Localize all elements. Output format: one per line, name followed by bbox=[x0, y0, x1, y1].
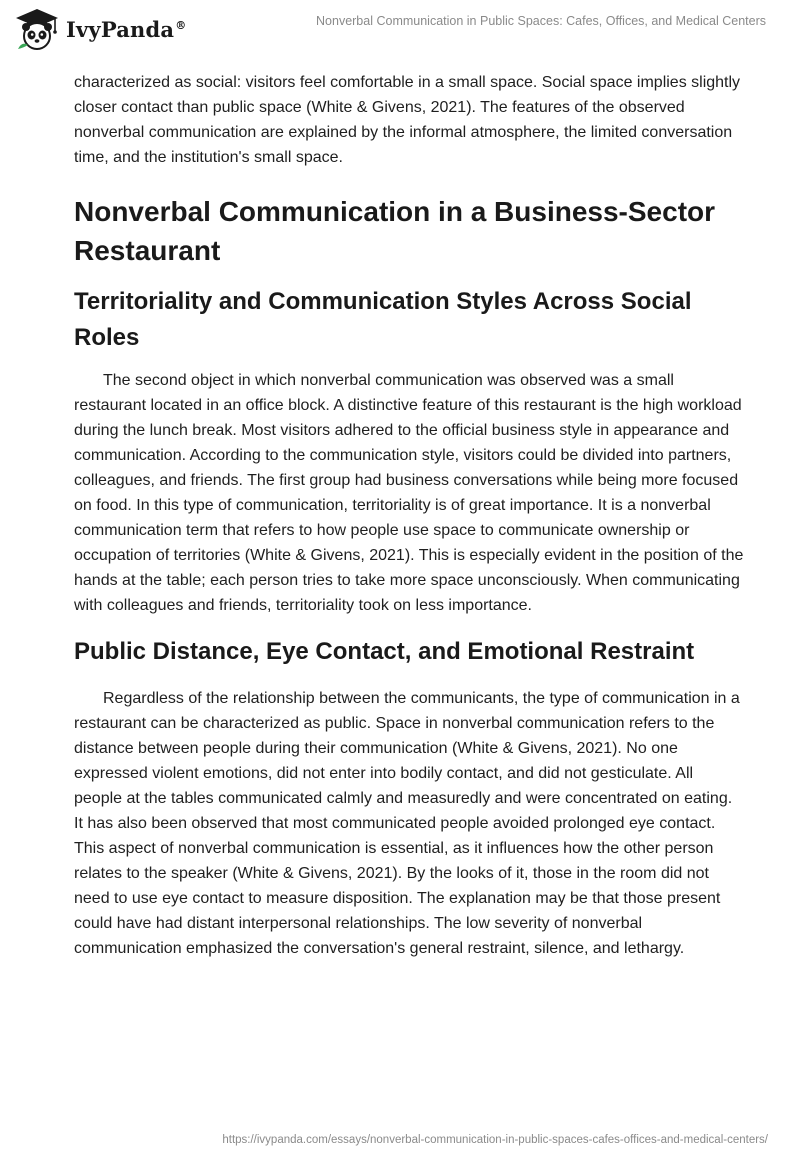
public-distance-paragraph: Regardless of the relationship between the communicants, the type of communication in a restaurant can be characterized as public. Space in nonverbal communication refers to the distance between people during their communication (White & Givens, 2021). No one expressed violent emotions, did not enter into bodily contact, and did not gesticulate. All people at the tables communicated calmly and measuredly and were concentrated on eating. It has also been observed that most communicated people avoided prolonged eye contact. This aspect of nonverbal communication is essential, as it influences how the other person relates to the speaker (White & Givens, 2021). By the looks of it, those in the room did not need to use eye contact to measure disposition. The explanation may be that those present could have had distant interpersonal relationships. The low severity of nonverbal communication emphasized the conversation's general restraint, silence, and lethargy. bbox=[74, 690, 740, 957]
ivypanda-logo[interactable] bbox=[14, 7, 186, 51]
article-body bbox=[74, 70, 744, 961]
page-header bbox=[0, 0, 800, 62]
source-url[interactable]: https://ivypanda.com/essays/nonverbal-communication-in-public-spaces-cafes-offices-and-medical-centers/ bbox=[222, 1134, 768, 1146]
territoriality-paragraph: The second object in which nonverbal communication was observed was a small restaurant located in an office block. A distinctive feature of this restaurant is the high workload during the lunch break. Most visitors adhered to the official business style in appearance and communication. According to the communication style, visitors could be divided into partners, colleagues, and friends. The first group had business conversations while being more focused on food. In this type of communication, territoriality is of great importance. It is a nonverbal communication term that refers to how people use space to communicate ownership or occupation of territories (White & Givens, 2021). This is especially evident in the position of the hands at the table; each person tries to take more space unconsciously. When communicating with colleagues and friends, territoriality took on less importance. bbox=[74, 372, 744, 614]
brand-name: IvyPanda® bbox=[66, 16, 187, 42]
panda-graduate-icon bbox=[14, 7, 60, 51]
section-heading: Nonverbal Communication in a Business-Sector Restaurant bbox=[74, 196, 716, 266]
document-title: Nonverbal Communication in Public Spaces: Cafes, Offices, and Medical Centers bbox=[316, 14, 766, 28]
intro-paragraph: characterized as social: visitors feel comfortable in a small space. Social space implies slightly closer contact than public space (White & Givens, 2021). The features of the observed nonverbal communication are explained by the informal atmosphere, the limited conversation time, and the institution's small space. bbox=[74, 74, 741, 166]
subsection-heading-territoriality: Territoriality and Communication Styles Across Social Roles bbox=[74, 288, 692, 351]
subsection-heading-public-distance: Public Distance, Eye Contact, and Emotional Restraint bbox=[74, 638, 695, 665]
